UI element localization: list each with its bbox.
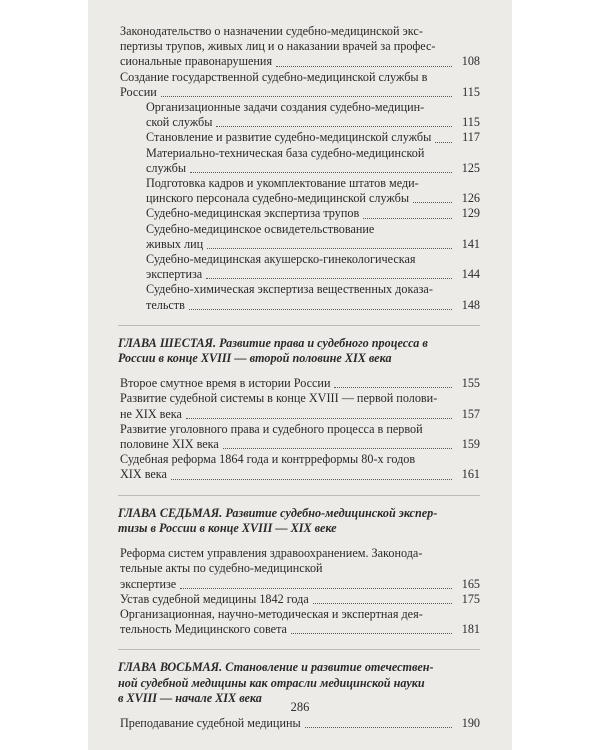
toc-page-number: 115 (462, 84, 480, 99)
dot-leader (291, 632, 452, 634)
toc-entry[interactable] (146, 282, 480, 312)
toc-entry-title (146, 206, 456, 221)
toc-entry-text: Второе смутное время в истории России (120, 376, 331, 391)
toc-entry-title (120, 607, 456, 637)
toc-entry[interactable] (146, 206, 480, 221)
toc-entry-text: Организационная, научно-методическая и экспертная дея- (120, 606, 423, 621)
chapter-8-heading (118, 649, 480, 706)
toc-entry-text: сиональные правонарушения (120, 54, 273, 69)
dot-leader (189, 308, 452, 310)
toc-entry[interactable] (120, 422, 480, 452)
toc-page-number: 108 (461, 54, 480, 69)
toc-entry-text: Материально-техническая база судебно-медицинской (146, 145, 425, 160)
dot-leader (276, 65, 452, 67)
toc-entry-line (146, 206, 456, 221)
toc-entry-line (146, 161, 456, 176)
toc-entry-line (120, 54, 456, 69)
chapter-title-line: России в конце XVIII — второй половине XIX века (118, 351, 392, 366)
toc-page-number: 126 (461, 191, 480, 206)
toc-entry-text: Организационные задачи создания судебно-медицин- (146, 100, 425, 115)
toc-entry-title (146, 252, 456, 282)
toc-entry-text: Судебно-медицинская акушерско-гинекологическая (146, 252, 416, 267)
toc-page-number: 159 (461, 437, 480, 452)
book-page (88, 0, 512, 750)
toc-entry[interactable] (120, 592, 480, 607)
chapter-title-line: ГЛАВА ШЕСТАЯ. Развитие права и судебного процесса в (118, 335, 428, 350)
toc-entry[interactable] (146, 130, 480, 145)
dot-leader (413, 201, 452, 203)
toc-entry[interactable] (146, 252, 480, 282)
toc-page-number: 155 (461, 376, 480, 391)
toc-entry-line (120, 467, 456, 482)
toc-entry-title (146, 222, 456, 252)
toc-entry-title (120, 546, 456, 592)
toc-entry-text: экспертиза (146, 267, 203, 282)
dot-leader (190, 171, 452, 173)
toc-entry-line (120, 592, 456, 607)
section-items (118, 24, 480, 100)
toc-entry-text: экспертизе (120, 576, 177, 591)
toc-entry-text: Подготовка кадров и укомплектование штатов меди- (146, 176, 419, 191)
toc-entry-text: Судебно-медицинское освидетельствование (146, 221, 375, 236)
toc-entry[interactable] (120, 376, 480, 391)
page-number: 286 (290, 700, 310, 714)
toc-entry-text: живых лиц (146, 236, 204, 251)
toc-entry-title (120, 452, 456, 482)
chapter-title-line: ГЛАВА СЕДЬМАЯ. Развитие судебно-медицинской экспер- (118, 505, 438, 520)
toc-page-number: 157 (461, 406, 480, 421)
toc-entry-text: ской службы (146, 115, 213, 130)
toc-entry-text: тельность Медицинского совета (120, 622, 287, 637)
toc-entry-text: Реформа систем управления здравоохранением. Законода- (120, 546, 423, 561)
toc-entry-title (120, 592, 456, 607)
chapter-6-items (118, 376, 480, 482)
toc-page-number: 129 (461, 206, 480, 221)
toc-entry-line (120, 716, 456, 731)
toc-page-number: 125 (461, 160, 480, 175)
toc-entry-text: Судебная реформа 1864 года и контрреформы 80-х годов (120, 452, 416, 467)
toc-entry-line (120, 376, 456, 391)
toc-entry-line (120, 437, 456, 452)
dot-leader (334, 386, 452, 388)
toc-entry-title (120, 70, 456, 100)
toc-entry-line (146, 267, 456, 282)
toc-entry[interactable] (146, 100, 480, 130)
chapter-7-heading (118, 495, 480, 536)
toc-entry-line (146, 130, 456, 145)
toc-entry-line (120, 85, 456, 100)
dot-leader (161, 95, 452, 97)
toc-page-number: 181 (461, 622, 480, 637)
toc-entry[interactable] (120, 24, 480, 70)
toc-entry-title (146, 176, 456, 206)
dot-leader (363, 217, 452, 219)
dot-leader (186, 417, 452, 419)
toc-entry-text: тельств (146, 297, 185, 312)
dot-leader (171, 478, 452, 480)
toc-entry-text: России (120, 84, 157, 99)
toc-entry-line (146, 298, 456, 313)
toc-page-number: 141 (461, 236, 480, 251)
toc-entry-text: службы (146, 160, 187, 175)
toc-entry-line (146, 237, 456, 252)
toc-page-number: 161 (461, 467, 480, 482)
dot-leader (305, 726, 452, 728)
chapter-title-line: ной судебной медицины как отрасли медицинской науки (118, 675, 425, 690)
toc-entry-text: Преподавание судебной медицины (120, 715, 301, 730)
toc-entry-line (146, 115, 456, 130)
toc-page-number: 144 (461, 267, 480, 282)
toc-entry-text: не XIX века (120, 406, 182, 421)
toc-entry[interactable] (146, 176, 480, 206)
toc-entry-line (120, 622, 456, 637)
toc-entry[interactable] (120, 452, 480, 482)
toc-page-number: 115 (462, 115, 480, 130)
toc-entry-title (120, 422, 456, 452)
toc-entry-line (120, 407, 456, 422)
dot-leader (216, 125, 452, 127)
toc-entry-text: цинского персонала судебно-медицинской службы (146, 191, 410, 206)
toc-entry-title (146, 282, 456, 312)
toc-page-number: 175 (461, 591, 480, 606)
section-subitems (118, 100, 480, 313)
chapter-title-line: ГЛАВА ВОСЬМАЯ. Становление и развитие отечествен- (118, 660, 434, 675)
toc-entry[interactable] (120, 70, 480, 100)
toc-entry-text: Судебно-медицинская экспертиза трупов (146, 206, 360, 221)
toc-entry-line (146, 191, 456, 206)
toc-page-number: 190 (461, 715, 480, 730)
dot-leader (313, 602, 452, 604)
toc-entry-title (120, 391, 456, 421)
toc-entry[interactable] (120, 391, 480, 421)
toc-entry-title (120, 716, 456, 731)
chapter-8-items (118, 716, 480, 731)
toc-page-number: 148 (461, 297, 480, 312)
toc-page-number: 165 (461, 576, 480, 591)
toc-entry-text: XIX века (120, 467, 167, 482)
chapter-7-items (118, 546, 480, 637)
toc-entry-text: Развитие судебной системы в конце XVIII — первой полови- (120, 391, 438, 406)
toc-entry-line (120, 577, 456, 592)
toc-entry[interactable] (120, 716, 480, 731)
toc-entry-text: Создание государственной судебно-медицинской службы в (120, 69, 428, 84)
toc-entry-title (120, 24, 456, 70)
toc-entry-text: тельные акты по судебно-медицинской (120, 561, 323, 576)
toc-entry-text: пертизы трупов, живых лиц и о наказании врачей за профес- (120, 39, 436, 54)
dot-leader (207, 247, 452, 249)
dot-leader (180, 587, 452, 589)
toc-entry[interactable] (146, 146, 480, 176)
toc-entry-text: Устав судебной медицины 1842 года (120, 591, 309, 606)
toc-entry-title (146, 100, 456, 130)
toc-entry-title (146, 130, 456, 145)
chapter-6-heading (118, 325, 480, 366)
toc-entry-title (120, 376, 456, 391)
toc-entry[interactable] (146, 222, 480, 252)
chapter-title-line: в XVIII — начале XIX века (118, 690, 262, 705)
toc-entry[interactable] (120, 546, 480, 592)
toc-entry-text: половине XIX века (120, 437, 219, 452)
dot-leader (206, 277, 452, 279)
toc-page-number: 117 (462, 130, 480, 145)
table-of-contents (118, 24, 480, 731)
toc-entry[interactable] (120, 607, 480, 637)
toc-entry-text: Судебно-химическая экспертиза вещественных доказа- (146, 282, 433, 297)
toc-entry-text: Развитие уголовного права и судебного процесса в первой (120, 421, 423, 436)
dot-leader (435, 141, 452, 143)
chapter-title-line: тизы в России в конце XVIII — XIX веке (118, 520, 337, 535)
toc-entry-text: Законодательство о назначении судебно-медицинской экс- (120, 24, 423, 38)
toc-entry-text: Становление и развитие судебно-медицинской службы (146, 130, 432, 145)
toc-entry-title (146, 146, 456, 176)
dot-leader (223, 447, 452, 449)
